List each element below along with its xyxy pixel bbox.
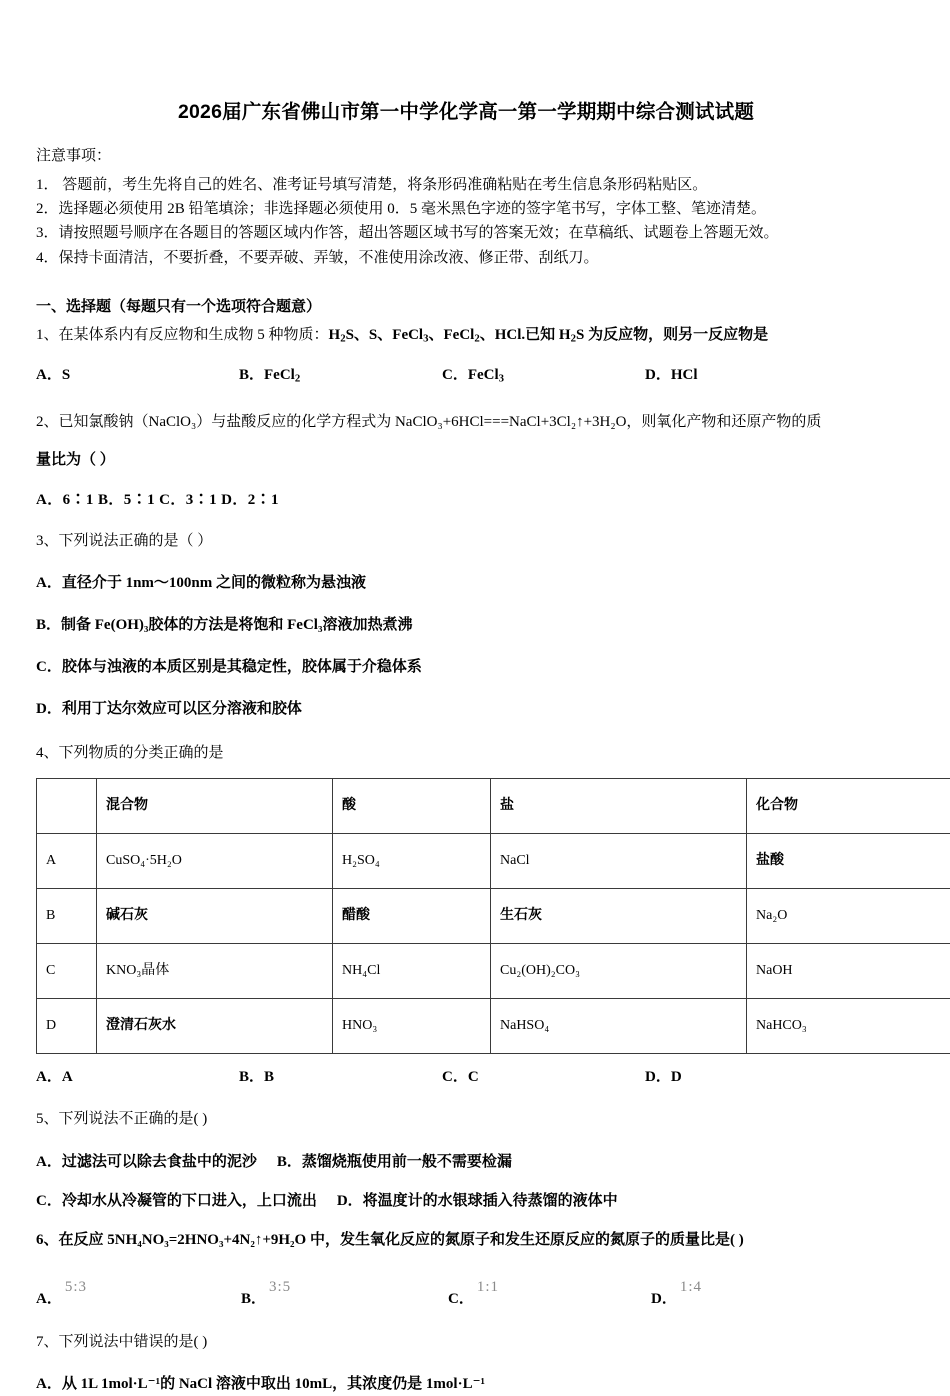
q6-option-a-value: 5:3	[65, 1279, 87, 1295]
substance-classification-table	[36, 778, 950, 1054]
q1-option-d[interactable]	[645, 363, 698, 388]
question-5-options-row-1	[36, 1150, 896, 1171]
notice-item-2: 2．选择题必须使用 2B 铅笔填涂；非选择题必须使用 0．5 毫米黑色字迹的签字笔书写，字体工整、笔迹清楚。	[36, 197, 896, 221]
table-header-salt: 盐	[491, 779, 747, 834]
q1-option-b-sub: 2	[295, 373, 300, 385]
q1-option-a-text: S	[62, 367, 70, 383]
question-2-stem-line-2: 量比为（ ）	[36, 448, 896, 472]
row-d-acid: HNO₃	[333, 999, 491, 1054]
q6-option-b-label: B．	[241, 1291, 266, 1307]
q1-option-c[interactable]	[442, 363, 645, 388]
row-c-salt: Cu₂(OH)₂CO₃	[491, 944, 747, 999]
q1-formula-3: 、FeCl	[429, 327, 475, 343]
q1-option-b-text: FeCl	[264, 367, 295, 383]
q5-option-c[interactable]: C．冷却水从冷凝管的下口进入，上口流出	[36, 1193, 317, 1209]
row-d-salt: NaHSO₄	[491, 999, 747, 1054]
question-7-stem: 7、下列说法中错误的是( )	[36, 1330, 896, 1354]
row-d-compound: NaHCO₃	[747, 999, 950, 1054]
row-b-acid: 醋酸	[333, 889, 491, 944]
row-c-acid: NH₄Cl	[333, 944, 491, 999]
q4-option-c[interactable]: C．C	[442, 1065, 645, 1089]
q7-option-a[interactable]: A．从 1L 1mol·L⁻¹的 NaCl 溶液中取出 10mL，其浓度仍是 1mol·L⁻¹	[36, 1372, 896, 1396]
q1-formula-4: 、HCl.已知 H	[480, 327, 571, 343]
q1-sub-1: 2	[340, 332, 345, 344]
row-c-mixture: KNO₃晶体	[97, 944, 333, 999]
question-2-stem-line-1: 2、已知氯酸钠（NaClO₃）与盐酸反应的化学方程式为 NaClO₃+6HCl===NaCl+3Cl₂↑+3H₂O，则氧化产物和还原产物的质	[36, 410, 896, 434]
row-b-salt: 生石灰	[491, 889, 747, 944]
row-a-acid: H₂SO₄	[333, 834, 491, 889]
question-1-stem	[36, 323, 896, 348]
table-row	[37, 889, 950, 944]
row-c-key: C	[37, 944, 97, 999]
q6-option-a-label: A．	[36, 1291, 62, 1307]
q3-option-d[interactable]: D．利用丁达尔效应可以区分溶液和胶体	[36, 697, 896, 721]
q1-sub-4: 2	[571, 332, 576, 344]
row-a-compound: 盐酸	[747, 834, 950, 889]
q1-formula-5: S 为反应物，则另一反应物是	[576, 327, 768, 343]
table-header-acid: 酸	[333, 779, 491, 834]
q4-option-d[interactable]: D．D	[645, 1065, 682, 1089]
q6-option-d[interactable]	[651, 1287, 699, 1308]
q3-option-a[interactable]: A．直径介于 1nm～100nm 之间的微粒称为悬浊液	[36, 571, 896, 595]
section-heading-multiple-choice: 一、选择题（每题只有一个选项符合题意）	[36, 296, 896, 319]
q1-sub-3: 2	[474, 332, 479, 344]
q3-option-b[interactable]: B．制备 Fe(OH)₃胶体的方法是将饱和 FeCl₃溶液加热煮沸	[36, 613, 896, 637]
row-a-mixture: CuSO₄·5H₂O	[97, 834, 333, 889]
row-a-salt: NaCl	[491, 834, 747, 889]
table-header-compound: 化合物	[747, 779, 950, 834]
q1-option-a-label: A．	[36, 367, 62, 383]
q6-option-d-label: D．	[651, 1291, 677, 1307]
q1-option-d-text: HCl	[671, 367, 698, 383]
q6-option-c-value: 1:1	[477, 1279, 499, 1295]
question-6-stem: 6、在反应 5NH₄NO₃=2HNO₃+4N₂↑+9H₂O 中，发生氧化反应的氮原子和发生还原反应的氮原子的质量比是( )	[36, 1228, 896, 1252]
q6-option-d-value: 1:4	[680, 1279, 702, 1295]
q1-option-d-label: D．	[645, 367, 671, 383]
q5-option-d[interactable]: D．将温度计的水银球插入待蒸馏的液体中	[337, 1193, 618, 1209]
q1-formula-2: S、S、FeCl	[346, 327, 424, 343]
q6-option-c[interactable]	[448, 1287, 496, 1308]
row-b-compound: Na₂O	[747, 889, 950, 944]
q1-sub-2: 3	[423, 332, 428, 344]
table-row	[37, 834, 950, 889]
row-b-mixture: 碱石灰	[97, 889, 333, 944]
question-2-options[interactable]: A．6∶1 B．5∶1 C．3∶1 D．2∶1	[36, 488, 896, 509]
q4-option-b[interactable]: B．B	[239, 1065, 442, 1089]
notice-item-4: 4．保持卡面清洁，不要折叠，不要弄破、弄皱，不准使用涂改液、修正带、刮纸刀。	[36, 246, 896, 270]
page-title: 2026届广东省佛山市第一中学化学高一第一学期期中综合测试试题	[36, 100, 896, 125]
question-6-options	[36, 1274, 896, 1308]
question-4-stem: 4、下列物质的分类正确的是	[36, 741, 896, 765]
notice-item-3: 3．请按照题号顺序在各题目的答题区域内作答，超出答题区域书写的答案无效；在草稿纸、试题卷上答题无效。	[36, 221, 896, 245]
table-header-key	[37, 779, 97, 834]
row-a-key: A	[37, 834, 97, 889]
notice-item-1: 1． 答题前，考生先将自己的姓名、准考证号填写清楚，将条形码准确粘贴在考生信息条形码粘贴区。	[36, 173, 896, 197]
question-5-stem: 5、下列说法不正确的是( )	[36, 1107, 896, 1131]
q1-option-c-label: C．	[442, 367, 468, 383]
question-3-stem: 3、下列说法正确的是（ ）	[36, 529, 896, 553]
row-d-key: D	[37, 999, 97, 1054]
q6-option-c-label: C．	[448, 1291, 474, 1307]
q5-option-b[interactable]: B．蒸馏烧瓶使用前一般不需要检漏	[277, 1154, 512, 1170]
q6-option-a[interactable]	[36, 1287, 84, 1308]
table-header-mixture: 混合物	[97, 779, 333, 834]
table-header-row	[37, 779, 950, 834]
row-b-key: B	[37, 889, 97, 944]
question-5-options-row-2	[36, 1189, 896, 1210]
q1-option-b-label: B．	[239, 367, 264, 383]
q4-option-a[interactable]: A．A	[36, 1065, 239, 1089]
table-row	[37, 944, 950, 999]
q3-option-c[interactable]: C．胶体与浊液的本质区别是其稳定性，胶体属于介稳体系	[36, 655, 896, 679]
row-c-compound: NaOH	[747, 944, 950, 999]
q1-option-c-text: FeCl	[468, 367, 499, 383]
row-d-mixture: 澄清石灰水	[97, 999, 333, 1054]
notice-heading: 注意事项：	[36, 145, 896, 168]
page-content	[36, 100, 896, 1396]
q1-option-c-sub: 3	[499, 373, 504, 385]
q1-formula-1: H	[329, 327, 341, 343]
q1-option-b[interactable]	[239, 363, 442, 388]
question-4-options	[36, 1065, 896, 1089]
q5-option-a[interactable]: A．过滤法可以除去食盐中的泥沙	[36, 1154, 257, 1170]
q1-option-a[interactable]	[36, 363, 239, 388]
q6-option-b[interactable]	[241, 1287, 288, 1308]
table-row	[37, 999, 950, 1054]
question-1-options	[36, 363, 896, 388]
q1-stem-prefix: 1、在某体系内有反应物和生成物 5 种物质：	[36, 327, 329, 343]
q6-option-b-value: 3:5	[269, 1279, 291, 1295]
